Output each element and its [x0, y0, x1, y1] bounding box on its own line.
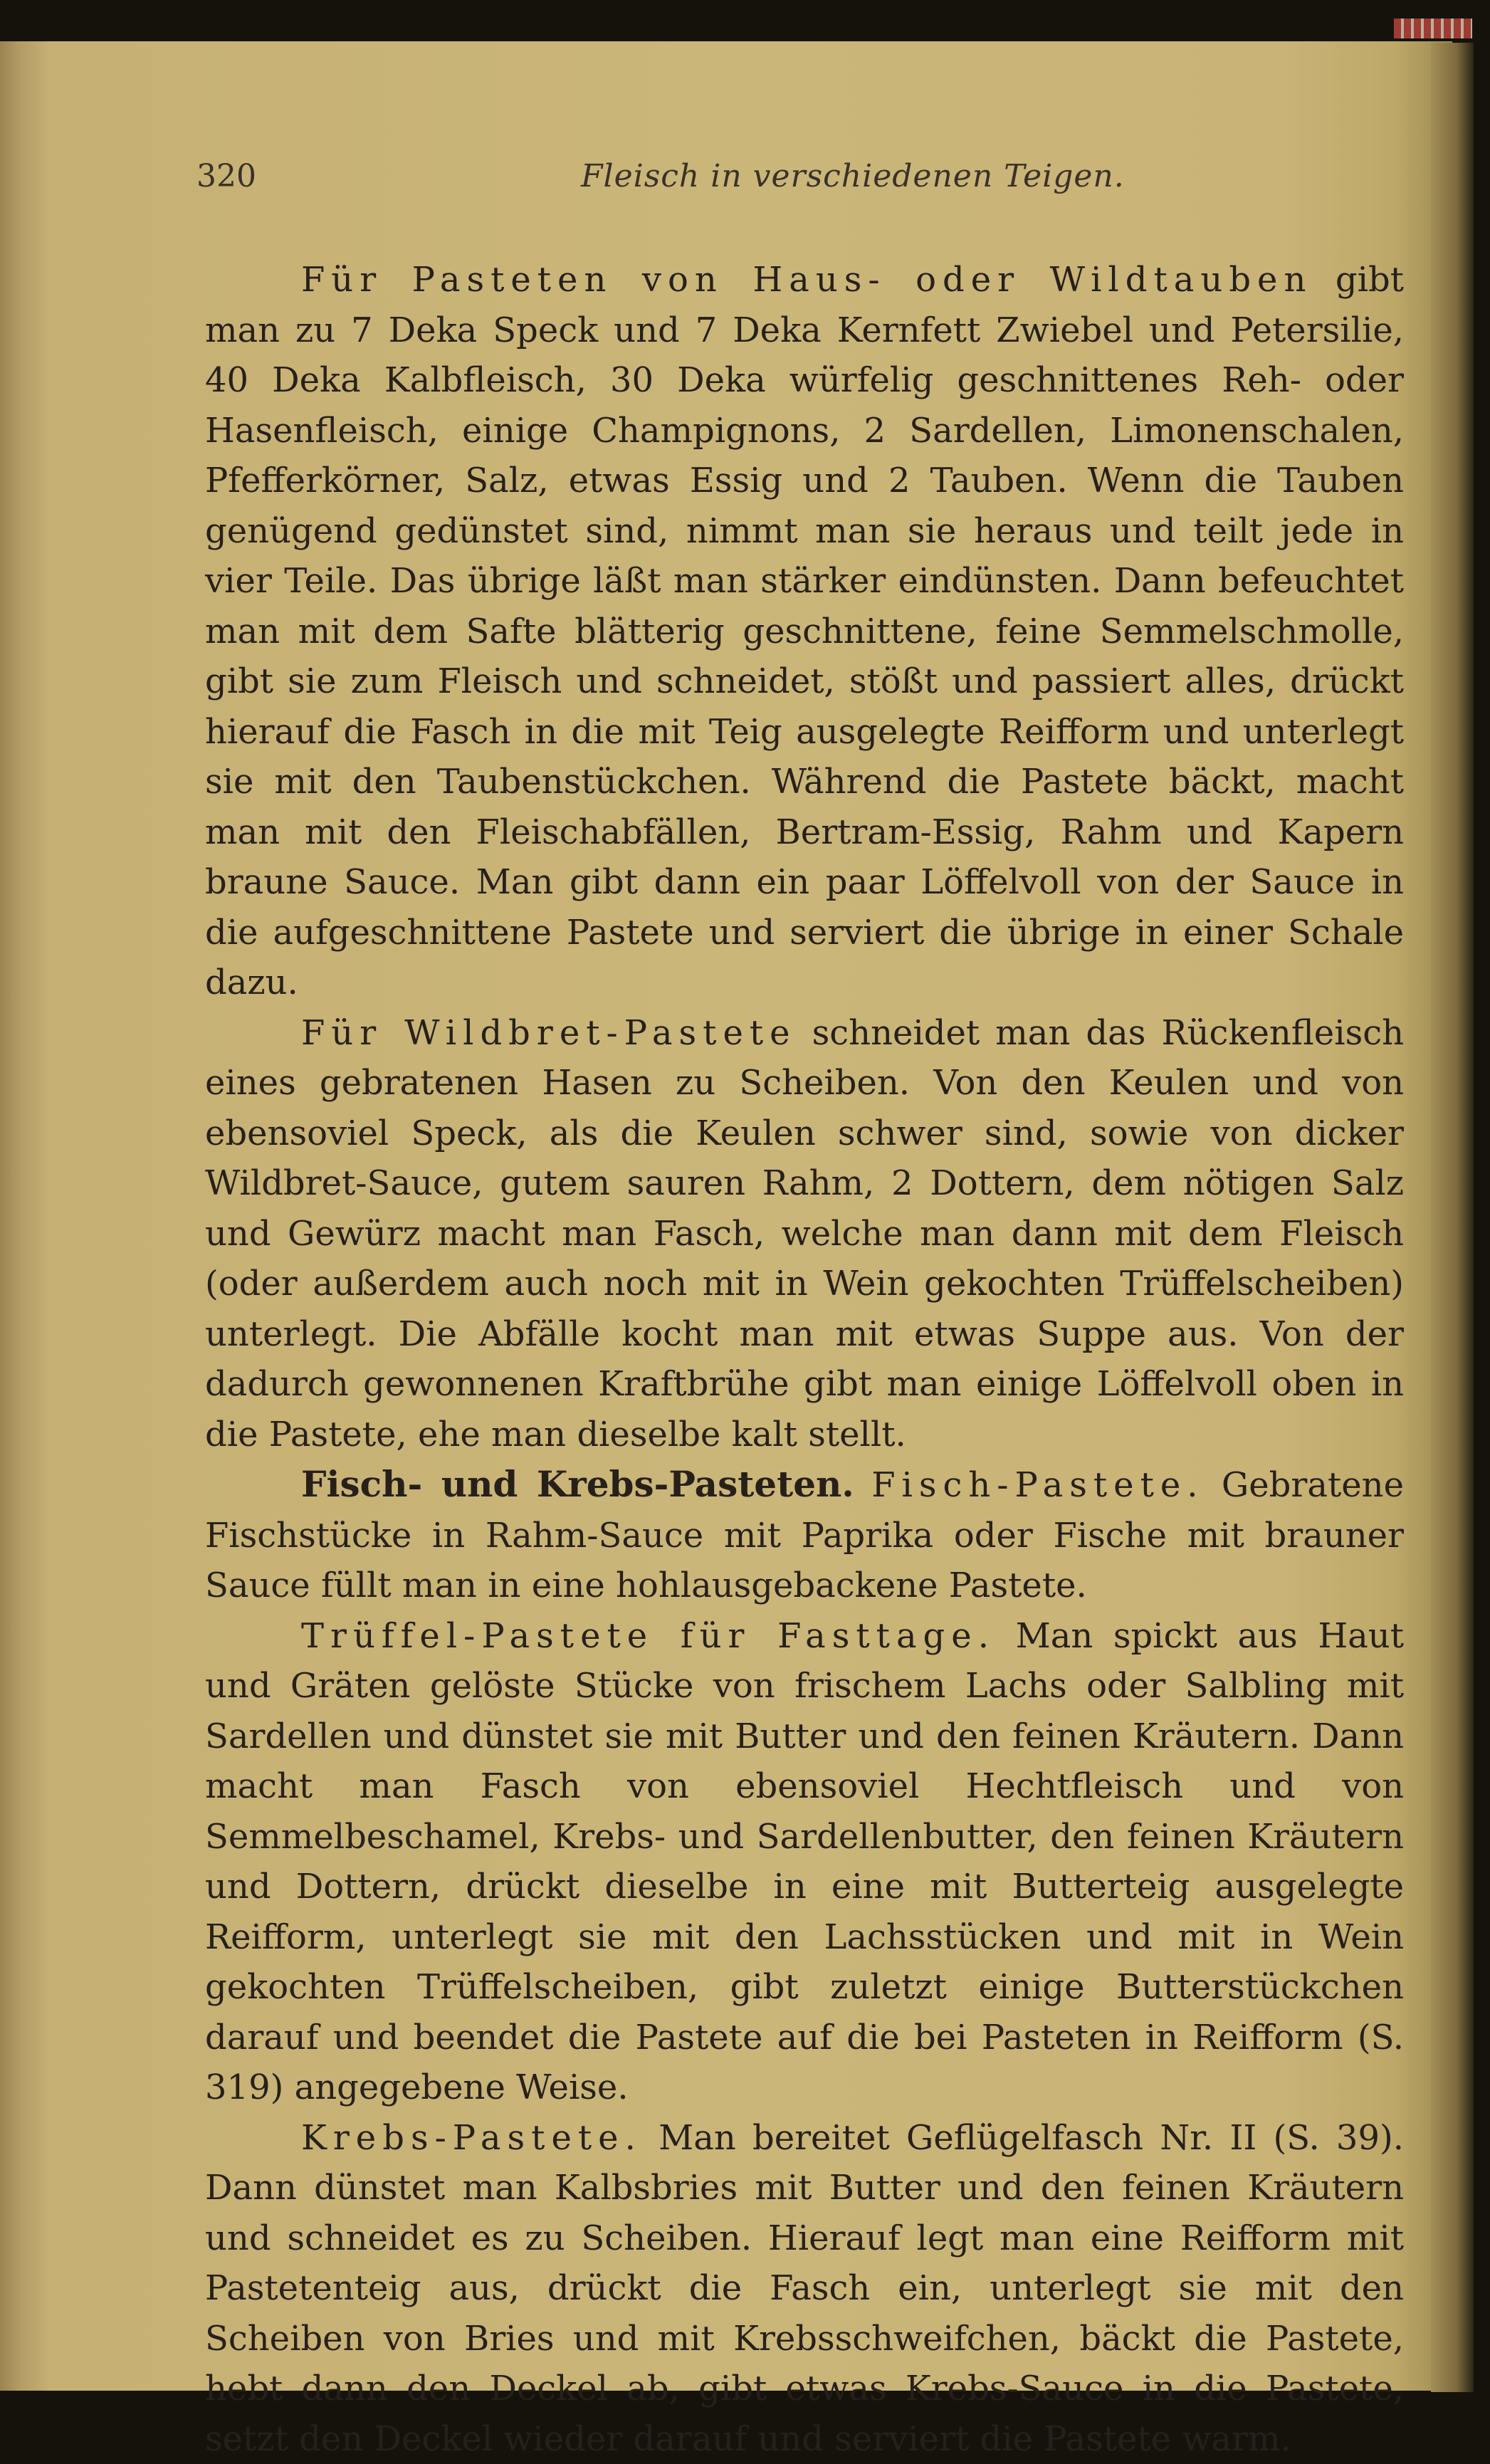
recipe-body: Gebratene Fischstücke in Rahm-Sauce mit Paprika oder Fische mit brauner Sauce füllt man in eine hohlausgebackene Pastete.	[205, 1465, 1404, 1605]
paragraph-taubenpastete	[205, 255, 1404, 1008]
recipe-lead: Für Wildbret-Pastete	[301, 1012, 797, 1053]
body-text	[205, 255, 1404, 2464]
recipe-lead: Für Pasteten von Haus- oder Wildtauben	[301, 260, 1313, 300]
recipe-body: gibt man zu 7 Deka Speck und 7 Deka Kernfett Zwiebel und Petersilie, 40 Deka Kalbfleisch, 30 Deka würfelig geschnittenes Reh- oder Hasenfleisch, einige Champignons, 2 Sardellen, Limonenschalen, Pfefferkörner, Salz, etwas Essig und 2 Tauben. Wenn die Tauben genügend gedünstet sind, nimmt man sie heraus und teilt jede in vier Teile. Das übrige läßt man stärker eindünsten. Dann befeuchtet man mit dem Safte blätterig geschnittene, feine Semmelschmolle, gibt sie zum Fleisch und schneidet, stößt und passiert alles, drückt hierauf die Fasch in die mit Teig ausgelegte Reifform und unterlegt sie mit den Taubenstückchen. Während die Pastete bäckt, macht man mit den Fleischabfällen, Bertram-Essig, Rahm und Kapern braune Sauce. Man gibt dann ein paar Löffelvoll von der Sauce in die aufgeschnittene Pastete und serviert die übrige in einer Schale dazu.	[205, 260, 1404, 1002]
recipe-body: schneidet man das Rückenfleisch eines gebratenen Hasen zu Scheiben. Von den Keulen und von ebensoviel Speck, als die Keulen schwer sind, sowie von dicker Wildbret-Sauce, gutem sauren Rahm, 2 Dottern, dem nötigen Salz und Gewürz macht man Fasch, welche man dann mit dem Fleisch (oder außerdem auch noch mit in Wein gekochten Trüffelscheiben) unterlegt. Die Abfälle kocht man mit etwas Suppe aus. Von der dadurch gewonnenen Kraftbrühe gibt man einige Löffelvoll oben in die Pastete, ehe man dieselbe kalt stellt.	[205, 1012, 1404, 1454]
bookmark-ribbon	[1394, 19, 1472, 38]
page-header	[196, 158, 1407, 208]
recipe-lead: Krebs-Pastete.	[301, 2117, 642, 2158]
recipe-body: Man bereitet Geflügelfasch Nr. II (S. 39). Dann dünstet man Kalbsbries mit Butter und den feinen Kräutern und schneidet es zu Scheiben. Hierauf legt man eine Reifform mit Pastetenteig aus, drückt die Fasch ein, unterlegt sie mit den Scheiben von Bries und mit Krebsschweifchen, bäckt die Pastete, hebt dann den Deckel ab, gibt etwas Krebs-Sauce in die Pastete, setzt den Deckel wieder darauf und serviert die Pastete warm.	[205, 2117, 1404, 2459]
running-title: Fleisch in verschiedenen Teigen.	[581, 158, 1125, 194]
recipe-lead: Trüffel-Pastete für Fasttage.	[301, 1615, 995, 1656]
paragraph-fischpastete	[205, 1459, 1404, 1611]
paragraph-wildbretpastete	[205, 1008, 1404, 1460]
section-heading: Fisch- und Krebs-Pasteten.	[301, 1463, 854, 1505]
paragraph-krebspastete	[205, 2113, 1404, 2464]
recipe-body: Man spickt aus Haut und Gräten gelöste Stücke von frischem Lachs oder Salbling mit Sardellen und dünstet sie mit Butter und den feinen Kräutern. Dann macht man Fasch von ebensoviel Hechtfleisch und von Semmelbeschamel, Krebs- und Sardellenbutter, den feinen Kräutern und Dottern, drückt dieselbe in eine mit Butterteig ausgelegte Reifform, unterlegt sie mit den Lachsstücken und mit in Wein gekochten Trüffelscheiben, gibt zuletzt einige Butterstückchen darauf und beendet die Pastete auf die bei Pasteten in Reifform (S. 319) angegebene Weise.	[205, 1615, 1404, 2107]
page-number: 320	[196, 158, 256, 194]
recipe-lead: Fisch-Pastete.	[871, 1465, 1205, 1505]
page-edge-shadow	[1431, 43, 1474, 2392]
paragraph-trueffelpastete	[205, 1611, 1404, 2113]
